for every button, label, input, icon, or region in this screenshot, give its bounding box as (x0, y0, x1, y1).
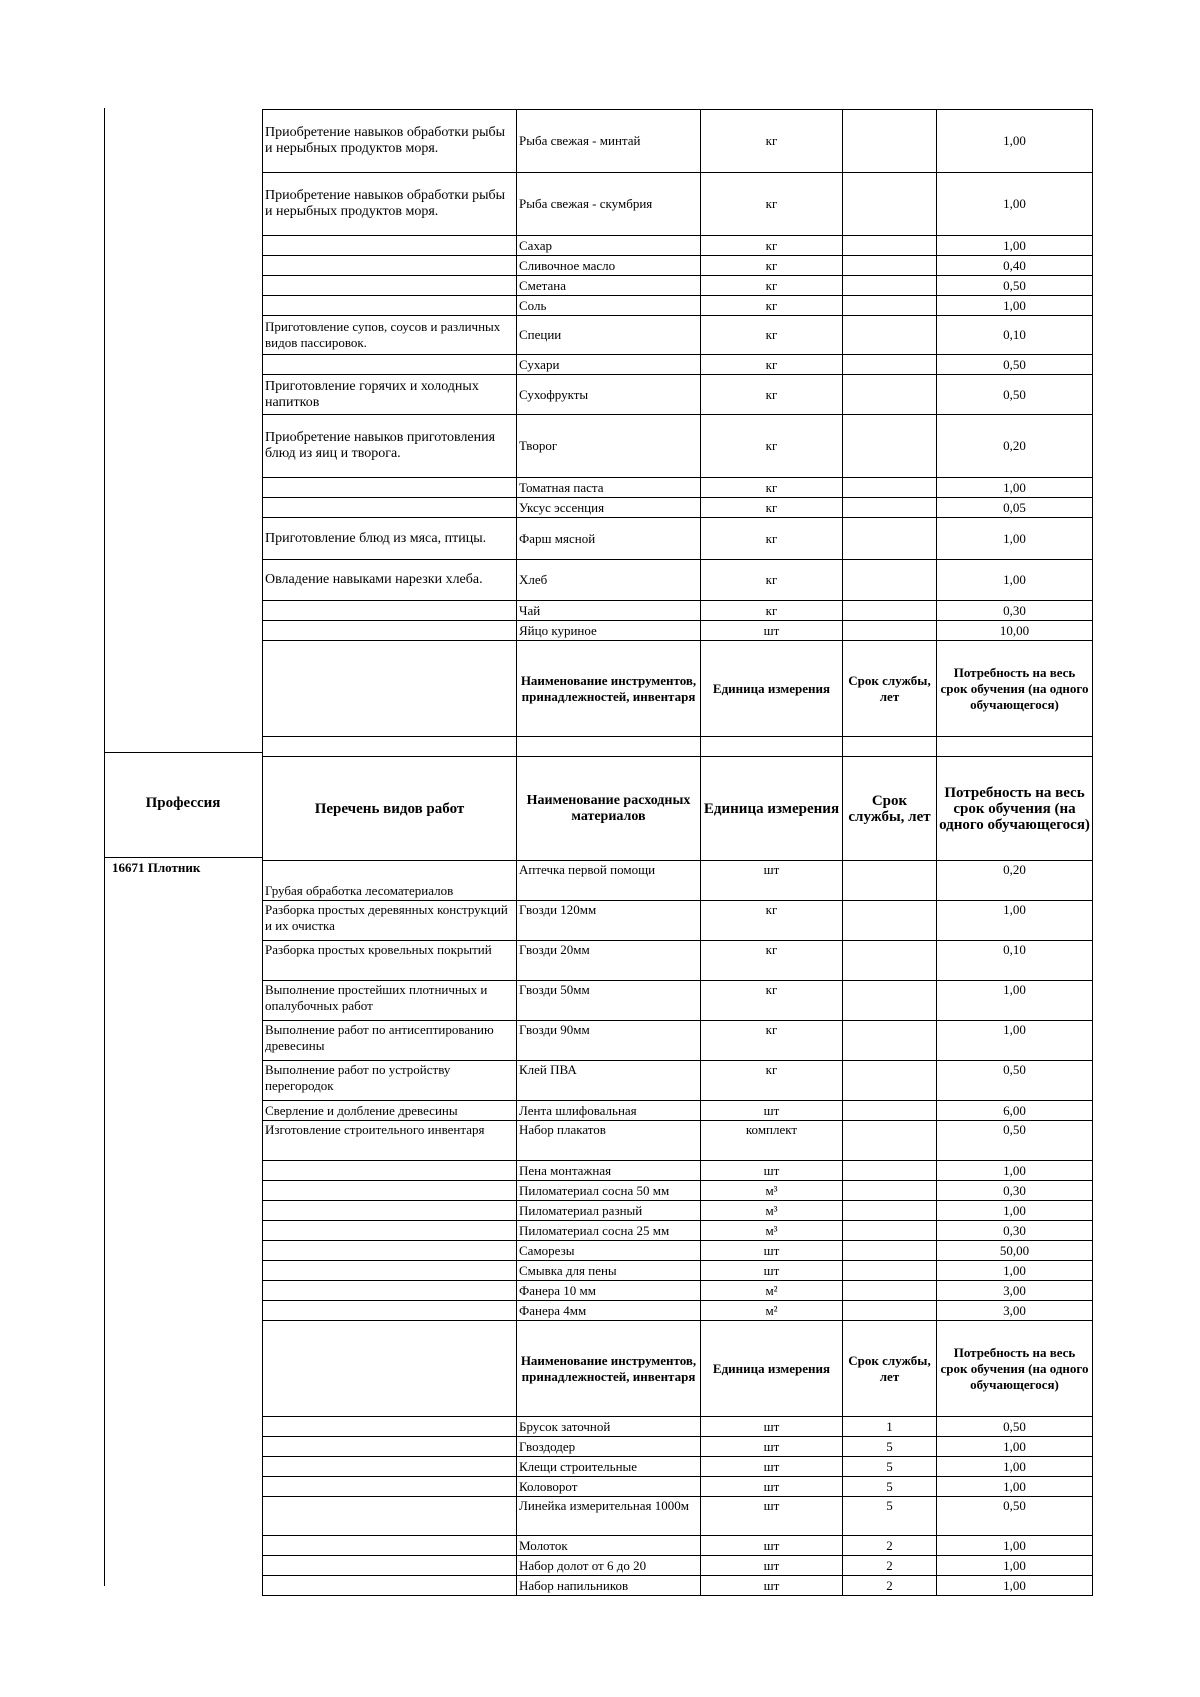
unit-cell: шт (701, 1576, 843, 1596)
table-row (263, 256, 1093, 276)
qty-cell: 1,00 (937, 1261, 1093, 1281)
material-cell: Сухари (517, 355, 701, 375)
term-cell (843, 375, 937, 415)
tool-name-cell: Коловорот (517, 1477, 701, 1497)
term-cell (843, 981, 937, 1021)
material-cell: Рыба свежая - скумбрия (517, 173, 701, 236)
work-cell: Приобретение навыков обработки рыбы и нерыбных продуктов моря. (263, 110, 517, 173)
material-cell: Уксус эссенция (517, 498, 701, 518)
table-row (263, 1241, 1093, 1261)
qty-cell: 3,00 (937, 1281, 1093, 1301)
unit-cell: кг (701, 173, 843, 236)
term-cell (843, 1061, 937, 1101)
unit-cell: кг (701, 498, 843, 518)
work-cell (263, 1241, 517, 1261)
table-row (263, 861, 1093, 901)
term-cell (843, 1241, 937, 1261)
unit-cell: комплект (701, 1121, 843, 1161)
term-cell (843, 601, 937, 621)
tools-header-row (263, 1321, 1093, 1417)
term-cell (843, 560, 937, 601)
table-row (263, 1576, 1093, 1596)
tools-name-header: Наименование инструментов, принадлежностей, инвентаря (517, 641, 701, 737)
unit-cell: кг (701, 478, 843, 498)
table-row (263, 1437, 1093, 1457)
table-row (263, 941, 1093, 981)
main-header-row (263, 757, 1093, 861)
table-row (263, 1181, 1093, 1201)
tools-need-header: Потребность на весь срок обучения (на одного обучающегося) (937, 641, 1093, 737)
table-row (263, 1477, 1093, 1497)
tool-name-cell: Линейка измерительная 1000м (517, 1497, 701, 1536)
term-cell (843, 236, 937, 256)
table-row (263, 518, 1093, 560)
unit-cell: шт (701, 1437, 843, 1457)
work-cell: Сверление и долбление древесины (263, 1101, 517, 1121)
work-cell (263, 601, 517, 621)
work-cell: Приготовление горячих и холодных напитков (263, 375, 517, 415)
work-cell: Изготовление строительного инвентаря (263, 1121, 517, 1161)
material-cell: Соль (517, 296, 701, 316)
term-cell (843, 1201, 937, 1221)
work-cell (263, 478, 517, 498)
qty-cell: 0,20 (937, 415, 1093, 478)
qty-cell: 1,00 (937, 1201, 1093, 1221)
term-cell (843, 1221, 937, 1241)
term-cell (843, 478, 937, 498)
term-cell (843, 1301, 937, 1321)
term-cell (843, 276, 937, 296)
tools-term-header: Срок службы, лет (843, 1321, 937, 1417)
term-header: Срок службы, лет (843, 757, 937, 861)
material-cell: Саморезы (517, 1241, 701, 1261)
table-row (263, 1061, 1093, 1101)
qty-cell: 0,50 (937, 1061, 1093, 1101)
unit-cell: кг (701, 1021, 843, 1061)
work-cell (263, 1281, 517, 1301)
term-cell (843, 1161, 937, 1181)
qty-cell: 0,30 (937, 601, 1093, 621)
work-cell (263, 256, 517, 276)
work-cell (263, 621, 517, 641)
term-cell (843, 861, 937, 901)
profession-name: 16671 Плотник (112, 860, 201, 875)
tool-name-cell: Гвоздодер (517, 1437, 701, 1457)
qty-cell: 0,30 (937, 1181, 1093, 1201)
table-row (263, 1536, 1093, 1556)
term-cell: 5 (843, 1457, 937, 1477)
term-cell: 5 (843, 1497, 937, 1536)
table-row (263, 478, 1093, 498)
unit-cell: кг (701, 601, 843, 621)
table-row (263, 1301, 1093, 1321)
work-cell: Выполнение работ по устройству перегородок (263, 1061, 517, 1101)
unit-cell: кг (701, 355, 843, 375)
unit-cell: м³ (701, 1201, 843, 1221)
unit-cell: шт (701, 1477, 843, 1497)
unit-header: Единица измерения (701, 757, 843, 861)
work-cell (263, 1301, 517, 1321)
table-row (263, 110, 1093, 173)
qty-cell: 0,50 (937, 276, 1093, 296)
unit-cell: шт (701, 1556, 843, 1576)
unit-cell: шт (701, 1536, 843, 1556)
work-cell: Приготовление блюд из мяса, птицы. (263, 518, 517, 560)
table-row (263, 1121, 1093, 1161)
material-cell: Творог (517, 415, 701, 478)
qty-cell: 1,00 (937, 1021, 1093, 1061)
qty-cell: 0,50 (937, 1497, 1093, 1536)
qty-cell: 0,30 (937, 1221, 1093, 1241)
material-cell: Гвозди 20мм (517, 941, 701, 981)
table-row (263, 236, 1093, 256)
work-cell: Приготовление супов, соусов и различных видов пассировок. (263, 316, 517, 355)
term-cell (843, 296, 937, 316)
qty-cell: 1,00 (937, 1477, 1093, 1497)
unit-cell: кг (701, 276, 843, 296)
unit-cell: кг (701, 110, 843, 173)
term-cell (843, 901, 937, 941)
qty-cell: 0,50 (937, 355, 1093, 375)
term-cell (843, 110, 937, 173)
material-cell: Фарш мясной (517, 518, 701, 560)
unit-cell: шт (701, 621, 843, 641)
need-header: Потребность на весь срок обучения (на одного обучающегося) (937, 757, 1093, 861)
material-cell: Гвозди 50мм (517, 981, 701, 1021)
material-cell: Набор плакатов (517, 1121, 701, 1161)
qty-cell: 1,00 (937, 1161, 1093, 1181)
qty-cell: 3,00 (937, 1301, 1093, 1321)
empty-row (263, 737, 1093, 757)
material-cell: Аптечка первой помощи (517, 861, 701, 901)
tool-name-cell: Набор напильников (517, 1576, 701, 1596)
tools-header-row (263, 641, 1093, 737)
qty-cell: 0,20 (937, 861, 1093, 901)
term-cell (843, 415, 937, 478)
work-cell (263, 1261, 517, 1281)
table-row (263, 498, 1093, 518)
term-cell (843, 518, 937, 560)
qty-cell: 1,00 (937, 1457, 1093, 1477)
qty-cell: 0,10 (937, 316, 1093, 355)
tool-name-cell: Клещи строительные (517, 1457, 701, 1477)
profession-header-bottom-line (104, 857, 262, 858)
qty-cell: 50,00 (937, 1241, 1093, 1261)
table-row (263, 276, 1093, 296)
term-cell (843, 1181, 937, 1201)
qty-cell: 1,00 (937, 110, 1093, 173)
qty-cell: 1,00 (937, 1536, 1093, 1556)
work-cell (263, 296, 517, 316)
material-cell: Сливочное масло (517, 256, 701, 276)
material-cell: Пиломатериал сосна 50 мм (517, 1181, 701, 1201)
table-row (263, 560, 1093, 601)
unit-cell: шт (701, 1241, 843, 1261)
unit-cell: кг (701, 316, 843, 355)
material-cell: Сухофрукты (517, 375, 701, 415)
tool-name-cell: Молоток (517, 1536, 701, 1556)
table-row (263, 1221, 1093, 1241)
material-cell: Клей ПВА (517, 1061, 701, 1101)
unit-cell: шт (701, 861, 843, 901)
qty-cell: 0,50 (937, 1121, 1093, 1161)
term-cell (843, 1261, 937, 1281)
unit-cell: кг (701, 981, 843, 1021)
unit-cell: кг (701, 901, 843, 941)
table-row (263, 601, 1093, 621)
qty-cell: 1,00 (937, 518, 1093, 560)
unit-cell: шт (701, 1261, 843, 1281)
qty-cell: 1,00 (937, 560, 1093, 601)
qty-cell: 1,00 (937, 901, 1093, 941)
work-cell (263, 355, 517, 375)
material-cell: Гвозди 120мм (517, 901, 701, 941)
table-row (263, 1417, 1093, 1437)
qty-cell: 1,00 (937, 478, 1093, 498)
unit-cell: шт (701, 1101, 843, 1121)
material-cell: Смывка для пены (517, 1261, 701, 1281)
tools-term-header: Срок службы, лет (843, 641, 937, 737)
term-cell (843, 621, 937, 641)
work-cell (263, 498, 517, 518)
term-cell (843, 355, 937, 375)
work-cell: Разборка простых деревянных конструкций и их очистка (263, 901, 517, 941)
unit-cell: кг (701, 236, 843, 256)
work-cell: Выполнение работ по антисептированию древесины (263, 1021, 517, 1061)
material-cell: Сметана (517, 276, 701, 296)
table-row (263, 901, 1093, 941)
left-border-line (104, 108, 105, 1586)
table-row (263, 375, 1093, 415)
qty-cell: 6,00 (937, 1101, 1093, 1121)
material-cell: Яйцо куриное (517, 621, 701, 641)
qty-cell: 0,40 (937, 256, 1093, 276)
material-cell: Фанера 4мм (517, 1301, 701, 1321)
material-cell: Специи (517, 316, 701, 355)
unit-cell: шт (701, 1497, 843, 1536)
materials-table (262, 109, 1093, 1596)
term-cell (843, 1021, 937, 1061)
profession-header: Профессия (145, 795, 221, 811)
unit-cell: шт (701, 1417, 843, 1437)
term-cell (843, 1281, 937, 1301)
work-cell: Грубая обработка лесоматериалов (263, 861, 517, 901)
unit-cell: кг (701, 415, 843, 478)
works-header: Перечень видов работ (263, 757, 517, 861)
tools-unit-header: Единица измерения (701, 1321, 843, 1417)
qty-cell: 1,00 (937, 236, 1093, 256)
material-cell: Хлеб (517, 560, 701, 601)
term-cell: 5 (843, 1477, 937, 1497)
unit-cell: кг (701, 296, 843, 316)
qty-cell: 1,00 (937, 981, 1093, 1021)
work-cell (263, 1201, 517, 1221)
unit-cell: м² (701, 1301, 843, 1321)
term-cell: 1 (843, 1417, 937, 1437)
qty-cell: 0,05 (937, 498, 1093, 518)
work-cell (263, 236, 517, 256)
unit-cell: кг (701, 256, 843, 276)
material-cell: Пиломатериал сосна 25 мм (517, 1221, 701, 1241)
table-row (263, 415, 1093, 478)
qty-cell: 1,00 (937, 173, 1093, 236)
unit-cell: м² (701, 1281, 843, 1301)
term-cell (843, 173, 937, 236)
term-cell: 2 (843, 1556, 937, 1576)
material-cell: Рыба свежая - минтай (517, 110, 701, 173)
tool-name-cell: Брусок заточной (517, 1417, 701, 1437)
qty-cell: 1,00 (937, 1437, 1093, 1457)
table-row (263, 1201, 1093, 1221)
term-cell (843, 498, 937, 518)
term-cell (843, 1101, 937, 1121)
table-row (263, 355, 1093, 375)
work-cell (263, 1181, 517, 1201)
qty-cell: 0,50 (937, 375, 1093, 415)
unit-cell: м³ (701, 1181, 843, 1201)
term-cell (843, 256, 937, 276)
work-cell (263, 1221, 517, 1241)
table-row (263, 1261, 1093, 1281)
table-row (263, 173, 1093, 236)
tool-name-cell: Набор долот от 6 до 20 (517, 1556, 701, 1576)
qty-cell: 0,10 (937, 941, 1093, 981)
table-row (263, 296, 1093, 316)
material-cell: Чай (517, 601, 701, 621)
table-row (263, 1161, 1093, 1181)
tools-need-header: Потребность на весь срок обучения (на одного обучающегося) (937, 1321, 1093, 1417)
unit-cell: кг (701, 518, 843, 560)
table-row (263, 1497, 1093, 1536)
qty-cell: 10,00 (937, 621, 1093, 641)
unit-cell: кг (701, 1061, 843, 1101)
qty-cell: 1,00 (937, 296, 1093, 316)
table-row (263, 981, 1093, 1021)
material-cell: Гвозди 90мм (517, 1021, 701, 1061)
table-row (263, 1021, 1093, 1061)
term-cell: 2 (843, 1536, 937, 1556)
unit-cell: м³ (701, 1221, 843, 1241)
material-cell: Лента шлифовальная (517, 1101, 701, 1121)
work-cell (263, 1161, 517, 1181)
table-row (263, 316, 1093, 355)
term-cell: 5 (843, 1437, 937, 1457)
material-cell: Пена монтажная (517, 1161, 701, 1181)
unit-cell: кг (701, 941, 843, 981)
term-cell (843, 316, 937, 355)
work-cell: Приобретение навыков приготовления блюд из яиц и творога. (263, 415, 517, 478)
unit-cell: шт (701, 1161, 843, 1181)
term-cell (843, 1121, 937, 1161)
qty-cell: 0,50 (937, 1417, 1093, 1437)
term-cell (843, 941, 937, 981)
term-cell: 2 (843, 1576, 937, 1596)
tools-name-header: Наименование инструментов, принадлежностей, инвентаря (517, 1321, 701, 1417)
work-cell: Разборка простых кровельных покрытий (263, 941, 517, 981)
table-row (263, 1101, 1093, 1121)
unit-cell: кг (701, 560, 843, 601)
work-cell: Выполнение простейших плотничных и опалубочных работ (263, 981, 517, 1021)
material-cell: Фанера 10 мм (517, 1281, 701, 1301)
material-cell: Томатная паста (517, 478, 701, 498)
work-cell (263, 276, 517, 296)
work-cell: Овладение навыками нарезки хлеба. (263, 560, 517, 601)
qty-cell: 1,00 (937, 1576, 1093, 1596)
work-cell: Приобретение навыков обработки рыбы и нерыбных продуктов моря. (263, 173, 517, 236)
profession-header-top-line (104, 752, 262, 753)
table-row (263, 1457, 1093, 1477)
table-row (263, 1281, 1093, 1301)
material-header: Наименование расходных материалов (517, 757, 701, 861)
table-row (263, 621, 1093, 641)
material-cell: Пиломатериал разный (517, 1201, 701, 1221)
material-cell: Сахар (517, 236, 701, 256)
unit-cell: кг (701, 375, 843, 415)
tools-unit-header: Единица измерения (701, 641, 843, 737)
unit-cell: шт (701, 1457, 843, 1477)
qty-cell: 1,00 (937, 1556, 1093, 1576)
table-row (263, 1556, 1093, 1576)
